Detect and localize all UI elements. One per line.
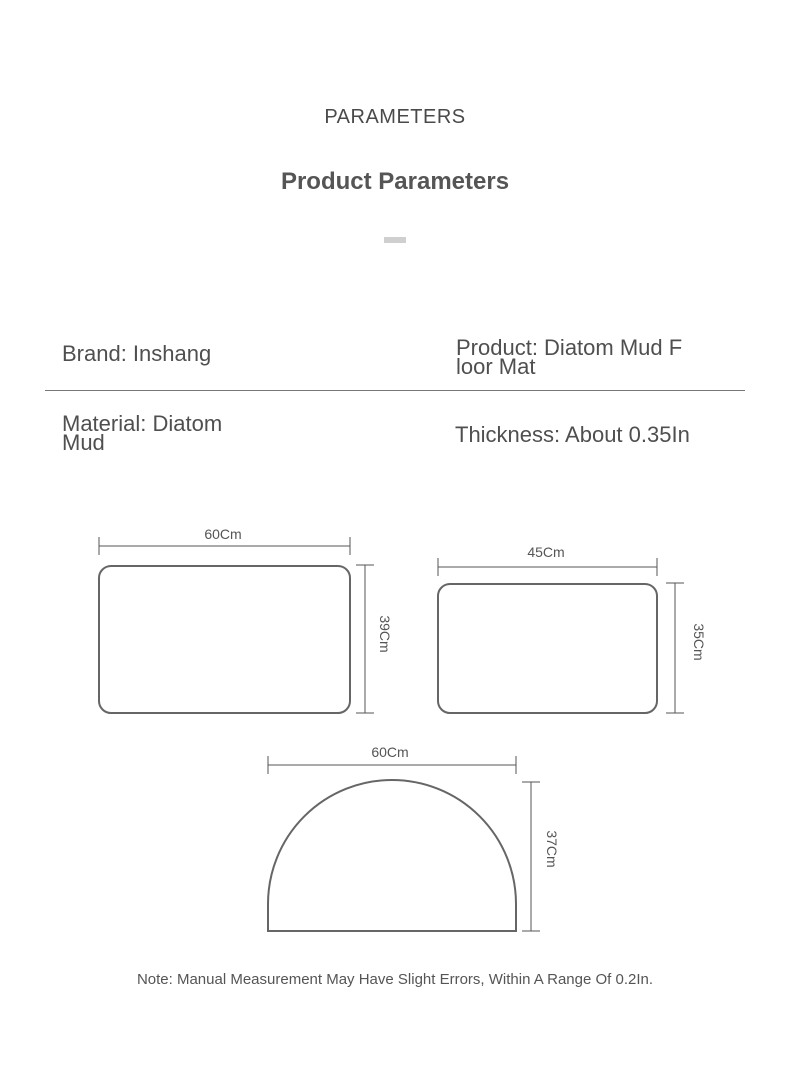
half-round-diagram <box>268 756 540 931</box>
spec-product-line1: Product: Diatom Mud F <box>456 335 683 360</box>
section-eyebrow: PARAMETERS <box>324 106 466 128</box>
rect-large-height-label: 39Cm <box>377 615 393 653</box>
rect-large-width-label: 60Cm <box>204 526 242 542</box>
rect-large-diagram <box>99 537 374 713</box>
spec-product-line2: loor Mat <box>456 354 536 379</box>
rect-small-diagram <box>438 558 684 713</box>
rect-small-height-label: 35Cm <box>691 623 707 661</box>
rect-small-shape <box>438 584 657 713</box>
half-round-height-label: 37Cm <box>544 830 560 868</box>
page-title: Product Parameters <box>280 168 510 195</box>
half-round-shape <box>268 780 516 931</box>
spec-thickness: Thickness: About 0.35In <box>455 422 690 447</box>
measurement-note: Note: Manual Measurement May Have Slight Errors, Within A Range Of 0.2In. <box>136 971 654 988</box>
half-round-width-label: 60Cm <box>371 744 409 760</box>
rect-small-width-label: 45Cm <box>527 544 565 560</box>
spec-brand: Brand: Inshang <box>62 341 212 366</box>
rect-large-shape <box>99 566 350 713</box>
spec-material-line1: Material: Diatom <box>62 411 223 436</box>
spec-material-line2: Mud <box>62 430 105 455</box>
